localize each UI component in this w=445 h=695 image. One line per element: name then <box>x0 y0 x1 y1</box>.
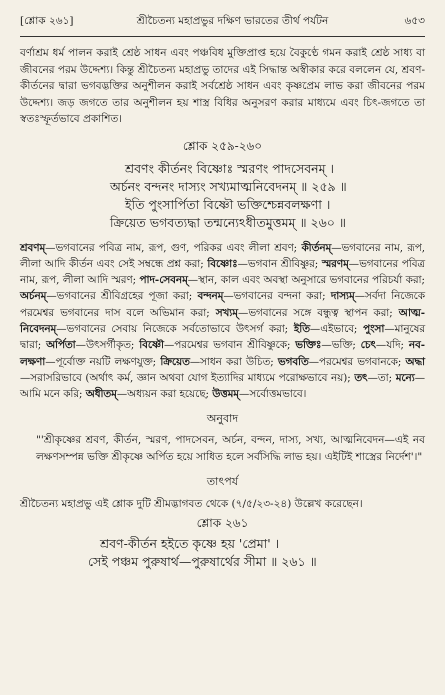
synonym-term: ভক্তিঃ <box>295 339 322 352</box>
synonym-term: বিষ্ণৌ <box>139 339 164 352</box>
verse-line: সেই পঞ্চম পুরুষার্থ—পুরুষার্থের সীমা ॥ ২৬১ ॥ <box>88 553 317 569</box>
translation-heading: অনুবাদ <box>206 412 239 426</box>
synonym-meaning: —পরমেশ্বর ভগবান শ্রীবিষ্ণুকে; <box>163 339 296 352</box>
verse-line: ইতি পুংসার্পিতা বিষ্ণৌ ভক্তিশ্চেন্নবলক্ষণা । <box>125 196 331 212</box>
synonym-meaning: —এইভাবে; <box>309 322 364 335</box>
synonym-term: অর্চনম্ <box>20 290 47 303</box>
synonym-meaning: —মানুষের দ্বারা; <box>20 322 425 352</box>
synonym-term: মন্যে <box>395 371 415 384</box>
bengali-verse <box>20 535 425 571</box>
synonym-term: অধীতম্ <box>85 388 117 401</box>
running-header <box>20 14 425 37</box>
synonym-term: দাস্যম্ <box>330 290 355 303</box>
intro-paragraph: বর্ণাশ্রম ধর্ম পালন করাই শ্রেষ্ঠ সাধন এবং পঞ্চবিধ মুক্তিপ্রাপ্ত হয়ে বৈকুণ্ঠে গমন করাই শ্রেষ্ঠ সাধ্য বা জীবনের পরম উদ্দেশ্য। কিন্তু শ্রীচৈতন্য মহাপ্রভু তাদের এই সিদ্ধান্ত অস্বীকার করে বললেন যে, শ্রবণ-কীর্তনের দ্বারা ভগবদ্ভক্তির অনুশীলন করাই সর্বশ্রেষ্ঠ সাধন এবং কৃষ্ণপ্রেম লাভ করা জীবনের পরম উদ্দেশ্য। জড় জগতে তার অনুশীলন হয় শাস্ত্র বিধির অনুসরণ করার মাধ্যমে এবং চিৎ-জগতে তা স্বতঃস্ফূর্তভাবে প্রকাশিত। <box>20 47 425 125</box>
synonym-term: শ্রবণম্ <box>20 241 46 254</box>
synonym-term: স্মরণম্ <box>321 257 349 270</box>
synonym-meaning: —পরমেশ্বর ভগবানকে; <box>308 355 406 368</box>
synonym-meaning: —স্থান, কাল এবং অবস্থা অনুসারে ভগবানের পরিচর্যা করা; <box>187 274 425 287</box>
synonym-meaning: —যদি; <box>375 339 409 352</box>
synonym-meaning: —ভগবান শ্রীবিষ্ণুর; <box>237 257 322 270</box>
synonym-meaning: —পূর্বোক্ত নয়টি লক্ষণযুক্ত; <box>45 355 161 368</box>
synonym-term: বিষ্ণোঃ <box>207 257 238 270</box>
header-chapter-title: শ্রীচৈতন্য মহাপ্রভুর দক্ষিণ ভারতের তীর্থ পর্যটন <box>136 15 329 27</box>
synonym-meaning: —ভগবানের পবিত্র নাম, রূপ, গুণ, পরিকর এবং লীলা শ্রবণ; <box>45 241 302 254</box>
synonym-meaning: —তা; <box>367 371 396 384</box>
synonym-meaning: —সর্বোত্তমভাবে। <box>239 388 307 401</box>
header-verse-reference: [শ্লোক ২৬১] <box>20 15 74 27</box>
synonym-meaning: —ভগবানের সেবায় নিজেকে সর্বতোভাবে উৎসর্গ করা; <box>56 322 294 335</box>
verse-line: শ্রবণং কীর্তনং বিষ্ণোঃ স্মরণং পাদসেবনম্ । <box>125 160 335 176</box>
synonym-meaning: —আমি মনে করি; <box>20 371 425 401</box>
synonym-meaning: —ভক্তি; <box>321 339 361 352</box>
synonym-meaning: —অধ্যয়ন করা হয়েছে; <box>116 388 213 401</box>
synonym-meaning: —ভগবানের পবিত্র নাম, রূপ, লীলা আদি স্মরণ; <box>20 257 425 287</box>
synonym-term: ক্রিয়েত <box>160 355 190 368</box>
synonym-term: ভগবতি <box>277 355 309 368</box>
verse-line: অর্চনং বন্দনং দাস্যং সখ্যমাত্মনিবেদনম্ ॥ ২৫৯ ॥ <box>110 178 347 194</box>
synonym-meaning: —সর্বদা নিজেকে পরমেশ্বর ভগবানের দাস বলে অভিমান করা; <box>20 290 425 319</box>
verse-heading: শ্লোক ২৬১ <box>196 515 249 530</box>
synonym-term: অদ্ধা <box>405 355 425 368</box>
synonym-term: আত্ম-নিবেদনম্ <box>20 306 425 335</box>
purport-text: শ্রীচৈতন্য মহাপ্রভু এই শ্লোক দুটি শ্রীমদ্ভাগবত থেকে (৭/৫/২৩-২৪) উল্লেখ করেছেন। <box>20 498 363 511</box>
synonym-meaning: —সাধন করা উচিত; <box>189 355 278 368</box>
synonym-term: বন্দনম্ <box>197 290 224 303</box>
page-number: ৬৫৩ <box>404 15 425 27</box>
synonym-meaning: —ভগবানের নাম, রূপ, লীলা আদি কীর্তন এবং সেই সম্বন্ধে প্রশ্ন করা; <box>20 241 426 270</box>
synonym-term: পুংসা <box>363 322 385 335</box>
word-for-word-synonyms <box>20 240 425 403</box>
synonym-meaning: —ভগবানের সঙ্গে বন্ধুত্ব স্থাপন করা; <box>238 306 399 319</box>
verse-heading: শ্লোক ২৫৯-২৬০ <box>182 138 263 153</box>
synonym-term: উত্তমম্ <box>212 388 240 401</box>
synonym-term: নব-লক্ষণা <box>20 339 425 368</box>
synonym-term: সখ্যম্ <box>215 306 239 319</box>
verse-line: ক্রিয়েত ভগবত্যদ্ধা তন্মন্যেঽধীতমুত্তমম্ ॥ ২৬০ ॥ <box>110 214 346 230</box>
synonym-term: চেৎ <box>360 339 376 352</box>
synonym-term: ইতি <box>293 322 310 335</box>
synonym-meaning: —ভগবানের বন্দনা করা; <box>223 290 331 303</box>
synonym-term: কীর্তনম্ <box>301 241 332 254</box>
purport-heading: তাৎপর্য <box>206 475 239 489</box>
synonym-term: পাদ-সেবনম্ <box>139 274 188 287</box>
sanskrit-verse <box>20 160 425 232</box>
synonym-meaning: —সরাসরিভাবে (অর্থাৎ কর্ম, জ্ঞান অথবা যোগ ইত্যাদির মাধ্যমে পরোক্ষভাবে নয়); <box>20 371 355 384</box>
synonym-meaning: —উৎসর্গীকৃত; <box>75 339 140 352</box>
synonym-term: তৎ <box>354 371 368 384</box>
translation-text: "'শ্রীকৃষ্ণের শ্রবণ, কীর্তন, স্মরণ, পাদসেবন, অর্চন, বন্দন, দাস্য, সখ্য, আত্মনিবেদন—এই নব লক্ষণসম্পন্ন ভক্তি শ্রীকৃষ্ণে অর্পিত হয়ে সাধিত হলে সর্বসিদ্ধি লাভ হয়। এইটিই শাস্ত্রের নির্দেশ'।" <box>36 434 425 463</box>
synonym-meaning: —ভগবানের শ্রীবিগ্রহের পূজা করা; <box>46 290 198 303</box>
verse-line: শ্রবণ-কীর্তন হইতে কৃষ্ণে হয় 'প্রেমা' । <box>100 535 280 551</box>
synonym-term: অর্পিতা <box>46 339 76 352</box>
